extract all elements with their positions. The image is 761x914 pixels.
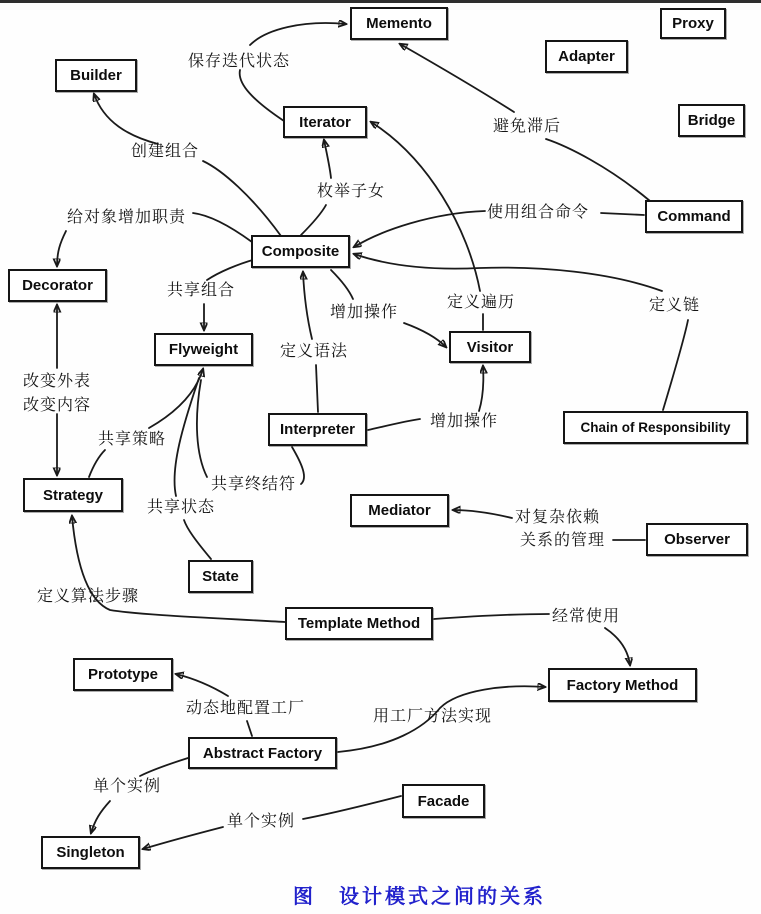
edge-chain-composite-b [354, 254, 662, 291]
edge-label-define-grammar: 定义语法 [280, 343, 349, 360]
edge-interpreter-flyweight-b [197, 380, 207, 477]
pattern-box-bridge: Bridge [678, 104, 745, 137]
pattern-box-visitor: Visitor [449, 331, 531, 363]
edge-abstractfactory-singleton-a [140, 758, 188, 776]
edge-label-add-responsibilities: 给对象增加职责 [67, 209, 187, 226]
pattern-box-mediator: Mediator [350, 494, 449, 527]
pattern-box-template-method: Template Method [285, 607, 433, 640]
figure-caption: 图 设计模式之间的关系 [293, 886, 546, 908]
pattern-box-builder: Builder [55, 59, 137, 92]
edge-observer-mediator-b [453, 510, 512, 518]
edge-label-share-strategies: 共享策略 [98, 431, 167, 448]
edge-label-define-algorithm-steps: 定义算法步骤 [37, 588, 140, 605]
pattern-box-adapter: Adapter [545, 40, 628, 73]
edge-interpreter-composite-a [316, 365, 318, 412]
edge-label-add-operations-1: 增加操作 [330, 304, 399, 321]
edge-interpreter-composite-b [303, 272, 312, 339]
edge-label-share-states: 共享状态 [147, 499, 216, 516]
edge-strategy-flyweight-b [149, 369, 203, 428]
edge-command-memento-b [400, 44, 514, 112]
edge-label-single-instance-2: 单个实例 [227, 813, 296, 830]
edge-label-save-iteration-state: 保存迭代状态 [188, 53, 291, 70]
pattern-box-singleton: Singleton [41, 836, 140, 869]
edge-composite-visitor-a [331, 270, 353, 299]
pattern-box-factory-method: Factory Method [548, 668, 697, 702]
edge-abstractfactory-prototype-b [176, 674, 228, 696]
pattern-box-memento: Memento [350, 7, 448, 40]
pattern-box-observer: Observer [646, 523, 748, 556]
edge-composite-iterator-a [301, 205, 326, 235]
edge-label-avoid-hysteresis: 避免滞后 [493, 118, 562, 135]
pattern-box-flyweight: Flyweight [154, 333, 253, 366]
edge-label-single-instance-1: 单个实例 [93, 778, 162, 795]
edge-label-define-traversals: 定义遍历 [447, 294, 516, 311]
edge-interpreter-visitor-b [479, 366, 483, 411]
pattern-box-command: Command [645, 200, 743, 233]
edge-facade-singleton-a [303, 796, 401, 819]
edge-abstractfactory-prototype-a [247, 721, 252, 736]
edge-facade-singleton-b [143, 827, 223, 849]
pattern-box-state: State [188, 560, 253, 593]
edge-command-memento-a [546, 139, 650, 201]
pattern-box-composite: Composite [251, 235, 350, 268]
pattern-box-chain: Chain of Responsibility [563, 411, 748, 444]
edge-interpreter-visitor-a [368, 419, 420, 430]
pattern-box-abstract-factory: Abstract Factory [188, 737, 337, 769]
edge-label-change-guts: 改变内容 [23, 397, 92, 414]
edge-visitor-iterator-b [371, 122, 480, 291]
edge-label-define-chain: 定义链 [649, 297, 701, 314]
edge-state-flyweight-a [184, 520, 211, 559]
edge-label-create-composites: 创建组合 [131, 143, 200, 160]
edge-label-complex-dependency-2: 关系的管理 [520, 532, 606, 549]
edge-abstractfactory-singleton-b [91, 801, 110, 833]
edge-strategy-flyweight-a [89, 450, 105, 477]
edge-composite-flyweight-a [207, 259, 256, 280]
edge-chain-composite-a [663, 320, 688, 410]
edge-label-implement-with-factory: 用工厂方法实现 [373, 708, 493, 725]
pattern-box-strategy: Strategy [23, 478, 123, 512]
edge-label-complex-dependency-1: 对复杂依赖 [515, 509, 601, 526]
edge-composite-visitor-b [404, 323, 446, 347]
edge-label-use-composite-command: 使用组合命令 [487, 204, 590, 221]
edge-label-enumerate-children: 枚举子女 [317, 183, 386, 200]
edge-composite-builder-a [203, 161, 281, 236]
edge-label-share-terminals: 共享终结符 [211, 476, 297, 493]
edge-composite-builder-b [94, 94, 158, 144]
edge-label-configure-factory: 动态地配置工厂 [186, 700, 306, 717]
edge-command-composite-a [601, 213, 644, 215]
pattern-box-proxy: Proxy [660, 8, 726, 39]
edge-templatemethod-factorymethod-b [605, 628, 630, 665]
pattern-box-prototype: Prototype [73, 658, 173, 691]
edge-iterator-memento-a [240, 70, 284, 121]
edge-composite-iterator-b [324, 140, 331, 178]
pattern-box-interpreter: Interpreter [268, 413, 367, 446]
pattern-box-iterator: Iterator [283, 106, 367, 138]
edge-templatemethod-factorymethod-a [434, 614, 549, 619]
edge-iterator-memento-b [250, 23, 346, 45]
edge-label-share-composites: 共享组合 [167, 282, 236, 299]
edge-composite-decorator-a [193, 213, 252, 242]
edge-composite-decorator-b [57, 231, 66, 266]
edge-label-add-operations-2: 增加操作 [430, 413, 499, 430]
pattern-box-decorator: Decorator [8, 269, 107, 302]
pattern-box-facade: Facade [402, 784, 485, 818]
edge-label-often-uses: 经常使用 [552, 608, 621, 625]
edge-label-change-skin: 改变外表 [23, 373, 92, 390]
edge-state-flyweight-b [175, 378, 199, 496]
